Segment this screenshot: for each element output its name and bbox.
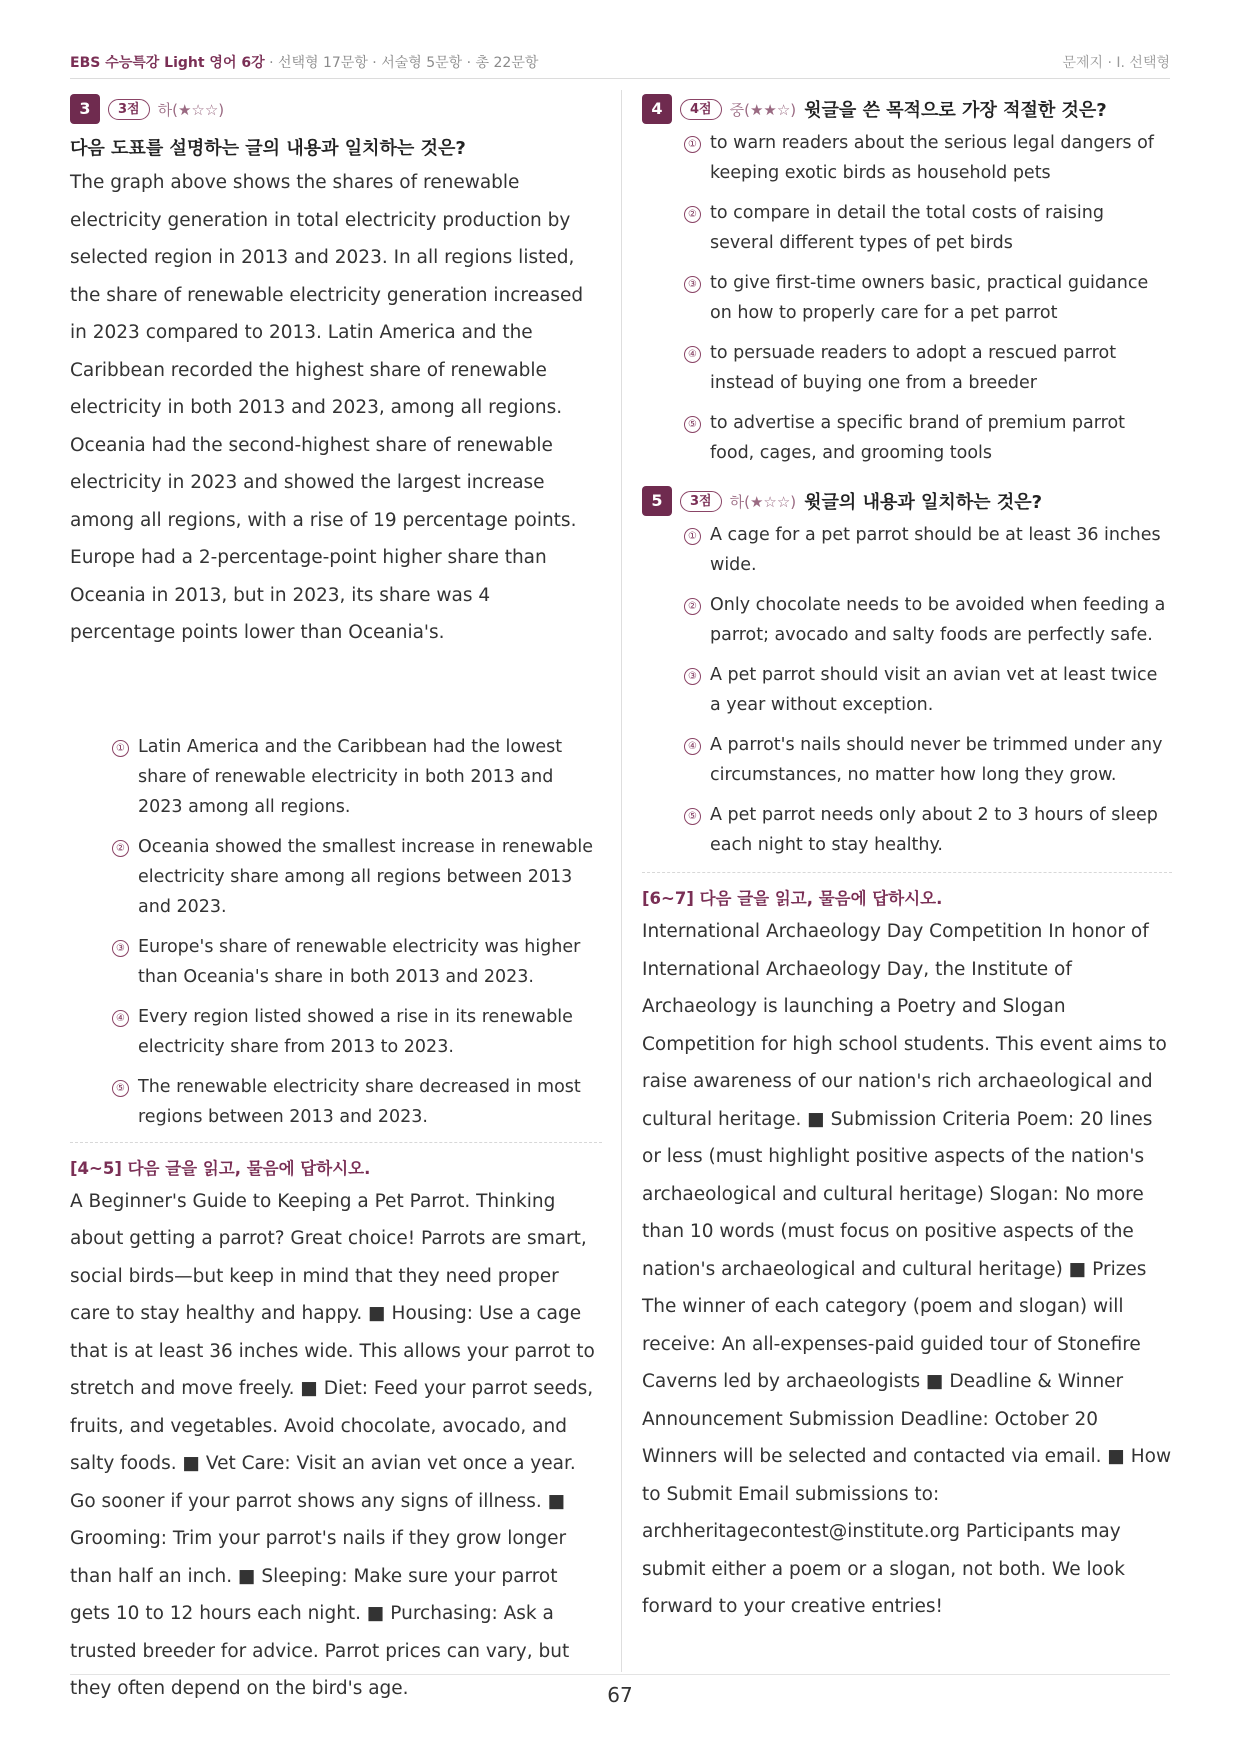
option-marker: ③ [684, 668, 701, 685]
q4-options [684, 128, 1172, 468]
option-marker: ⑤ [684, 416, 701, 433]
book-title: EBS 수능특강 Light 영어 6강 [70, 55, 265, 71]
header-section: 문제지 · I. 선택형 [1062, 55, 1170, 71]
option-1[interactable] [684, 520, 1172, 580]
page-number: 67 [607, 1683, 633, 1707]
option-5[interactable] [684, 408, 1172, 468]
option-1[interactable] [684, 128, 1172, 188]
q3-instruction: 다음 도표를 설명하는 글의 내용과 일치하는 것은? [70, 138, 466, 159]
left-column [70, 94, 602, 1708]
right-column [642, 94, 1172, 1626]
difficulty: 하(★☆☆) [157, 100, 225, 119]
option-marker: ④ [112, 1010, 129, 1027]
option-text: Every region listed showed a rise in its renewable electricity share from 2013 to 2023. [138, 1006, 573, 1057]
option-text: A pet parrot should visit an avian vet at least twice a year without exception. [710, 665, 1158, 715]
option-5[interactable] [684, 800, 1172, 860]
option-1[interactable] [112, 732, 602, 822]
option-3[interactable] [684, 268, 1172, 328]
option-4[interactable] [684, 338, 1172, 398]
group-6-7-label: [6~7] 다음 글을 읽고, 물음에 답하시오. [642, 889, 943, 908]
option-marker: ② [684, 598, 701, 615]
question-number: 4 [642, 94, 672, 124]
points-badge: 3점 [680, 491, 722, 512]
option-marker: ① [112, 740, 129, 757]
option-text: The renewable electricity share decreased in most regions between 2013 and 2023. [138, 1076, 581, 1127]
footer-rule [70, 1674, 1170, 1675]
q5-header [642, 486, 1172, 516]
q4-instruction: 윗글을 쓴 목적으로 가장 적절한 것은? [804, 100, 1107, 121]
option-4[interactable] [684, 730, 1172, 790]
competition-passage: International Archaeology Day Competition In honor of International Archaeology Day, the Institute of Archaeology is launching a Poetry and Slogan Competition for high school students. This event aims to raise awareness of our nation's rich archaeological and cultural heritage. ■ Submission Criteria Poem: 20 lines or less (must highlight positive aspects of the nation's archaeological and cultural heritage) Slogan: No more than 10 words (must focus on positive aspects of the nation's archaeological and cultural heritage) ■ Prizes The winner of each category (poem and slogan) will receive: An all-expenses-paid guided tour of Stonefire Caverns led by archaeologists ■ Deadline & Winner Announcement Submission Deadline: October 20 Winners will be selected and contacted via email. ■ How to Submit Email submissions to: archheritagecontest@institute.org Participants may submit either a poem or a slogan, not both. We look forward to your creative entries! [642, 921, 1172, 1617]
option-text: Oceania showed the smallest increase in renewable electricity share among all regions between 2013 and 2023. [138, 836, 594, 917]
difficulty: 하(★☆☆) [729, 492, 797, 511]
option-marker: ④ [684, 738, 701, 755]
option-marker: ③ [112, 940, 129, 957]
option-marker: ① [684, 528, 701, 545]
q3-options [112, 732, 602, 1132]
section-separator [70, 1142, 602, 1143]
option-marker: ② [684, 206, 701, 223]
group-4-5-label: [4~5] 다음 글을 읽고, 물음에 답하시오. [70, 1158, 371, 1178]
option-text: A parrot's nails should never be trimmed under any circumstances, no matter how long they grow. [710, 735, 1163, 785]
option-5[interactable] [112, 1072, 602, 1132]
option-2[interactable] [112, 832, 602, 922]
parrot-passage: A Beginner's Guide to Keeping a Pet Parrot. Thinking about getting a parrot? Great choice! Parrots are smart, social birds—but keep in mind that they need proper care to stay healthy and happy. ■ Housing: Use a cage that is at least 36 inches wide. This allows your parrot to stretch and move freely. ■ Diet: Feed your parrot seeds, fruits, and vegetables. Avoid chocolate, avocado, and salty foods. ■ Vet Care: Visit an avian vet once a year. Go sooner if your parrot shows any signs of illness. ■ Grooming: Trim your parrot's nails if they grow longer than half an inch. ■ Sleeping: Make sure your parrot gets 10 to 12 hours each night. ■ Purchasing: Ask a trusted breeder for advice. Parrot prices can vary, but they often depend on the bird's age. [70, 1190, 595, 1699]
option-2[interactable] [684, 198, 1172, 258]
option-3[interactable] [112, 932, 602, 992]
option-marker: ④ [684, 346, 701, 363]
option-text: Only chocolate needs to be avoided when feeding a parrot; avocado and salty foods are perfectly safe. [710, 595, 1166, 645]
option-text: to give first-time owners basic, practical guidance on how to properly care for a pet parrot [710, 273, 1149, 323]
q4-header [642, 94, 1172, 124]
points-badge: 3점 [108, 99, 150, 120]
header-left [70, 52, 538, 72]
q3-header [70, 94, 602, 124]
option-marker: ⑤ [684, 808, 701, 825]
option-4[interactable] [112, 1002, 602, 1062]
option-text: to persuade readers to adopt a rescued parrot instead of buying one from a breeder [710, 343, 1117, 393]
option-marker: ③ [684, 276, 701, 293]
option-marker: ⑤ [112, 1080, 129, 1097]
column-divider [621, 90, 622, 1672]
option-marker: ① [684, 136, 701, 153]
section-separator [642, 872, 1172, 873]
header-meta: · 선택형 17문항 · 서술형 5문항 · 총 22문항 [264, 55, 539, 71]
question-number: 3 [70, 94, 100, 124]
option-text: A cage for a pet parrot should be at least 36 inches wide. [710, 525, 1161, 575]
option-marker: ② [112, 840, 129, 857]
q3-passage: The graph above shows the shares of renewable electricity generation in total electricity production by selected region in 2013 and 2023. In all regions listed, the share of renewable electricity generation increased in 2023 compared to 2013. Latin America and the Caribbean recorded the highest share of renewable electricity in both 2013 and 2023, among all regions. Oceania had the second-highest share of renewable electricity in 2023 and showed the largest increase among all regions, with a rise of 19 percentage points. Europe had a 2-percentage-point higher share than Oceania in 2013, but in 2023, its share was 4 percentage points lower than Oceania's. [70, 172, 584, 643]
page-header [70, 50, 1170, 79]
option-text: Latin America and the Caribbean had the lowest share of renewable electricity in both 2013 and 2023 among all regions. [138, 736, 563, 817]
option-text: A pet parrot needs only about 2 to 3 hours of sleep each night to stay healthy. [710, 805, 1158, 855]
q5-options [684, 520, 1172, 860]
points-badge: 4점 [680, 99, 722, 120]
option-text: to warn readers about the serious legal dangers of keeping exotic birds as household pets [710, 133, 1154, 183]
q5-instruction: 윗글의 내용과 일치하는 것은? [804, 492, 1043, 513]
question-number: 5 [642, 486, 672, 516]
option-text: to compare in detail the total costs of raising several different types of pet birds [710, 203, 1104, 253]
option-text: to advertise a specific brand of premium parrot food, cages, and grooming tools [710, 413, 1126, 463]
option-2[interactable] [684, 590, 1172, 650]
option-3[interactable] [684, 660, 1172, 720]
difficulty: 중(★★☆) [729, 100, 797, 119]
option-text: Europe's share of renewable electricity was higher than Oceania's share in both 2013 and 2023. [138, 936, 581, 987]
